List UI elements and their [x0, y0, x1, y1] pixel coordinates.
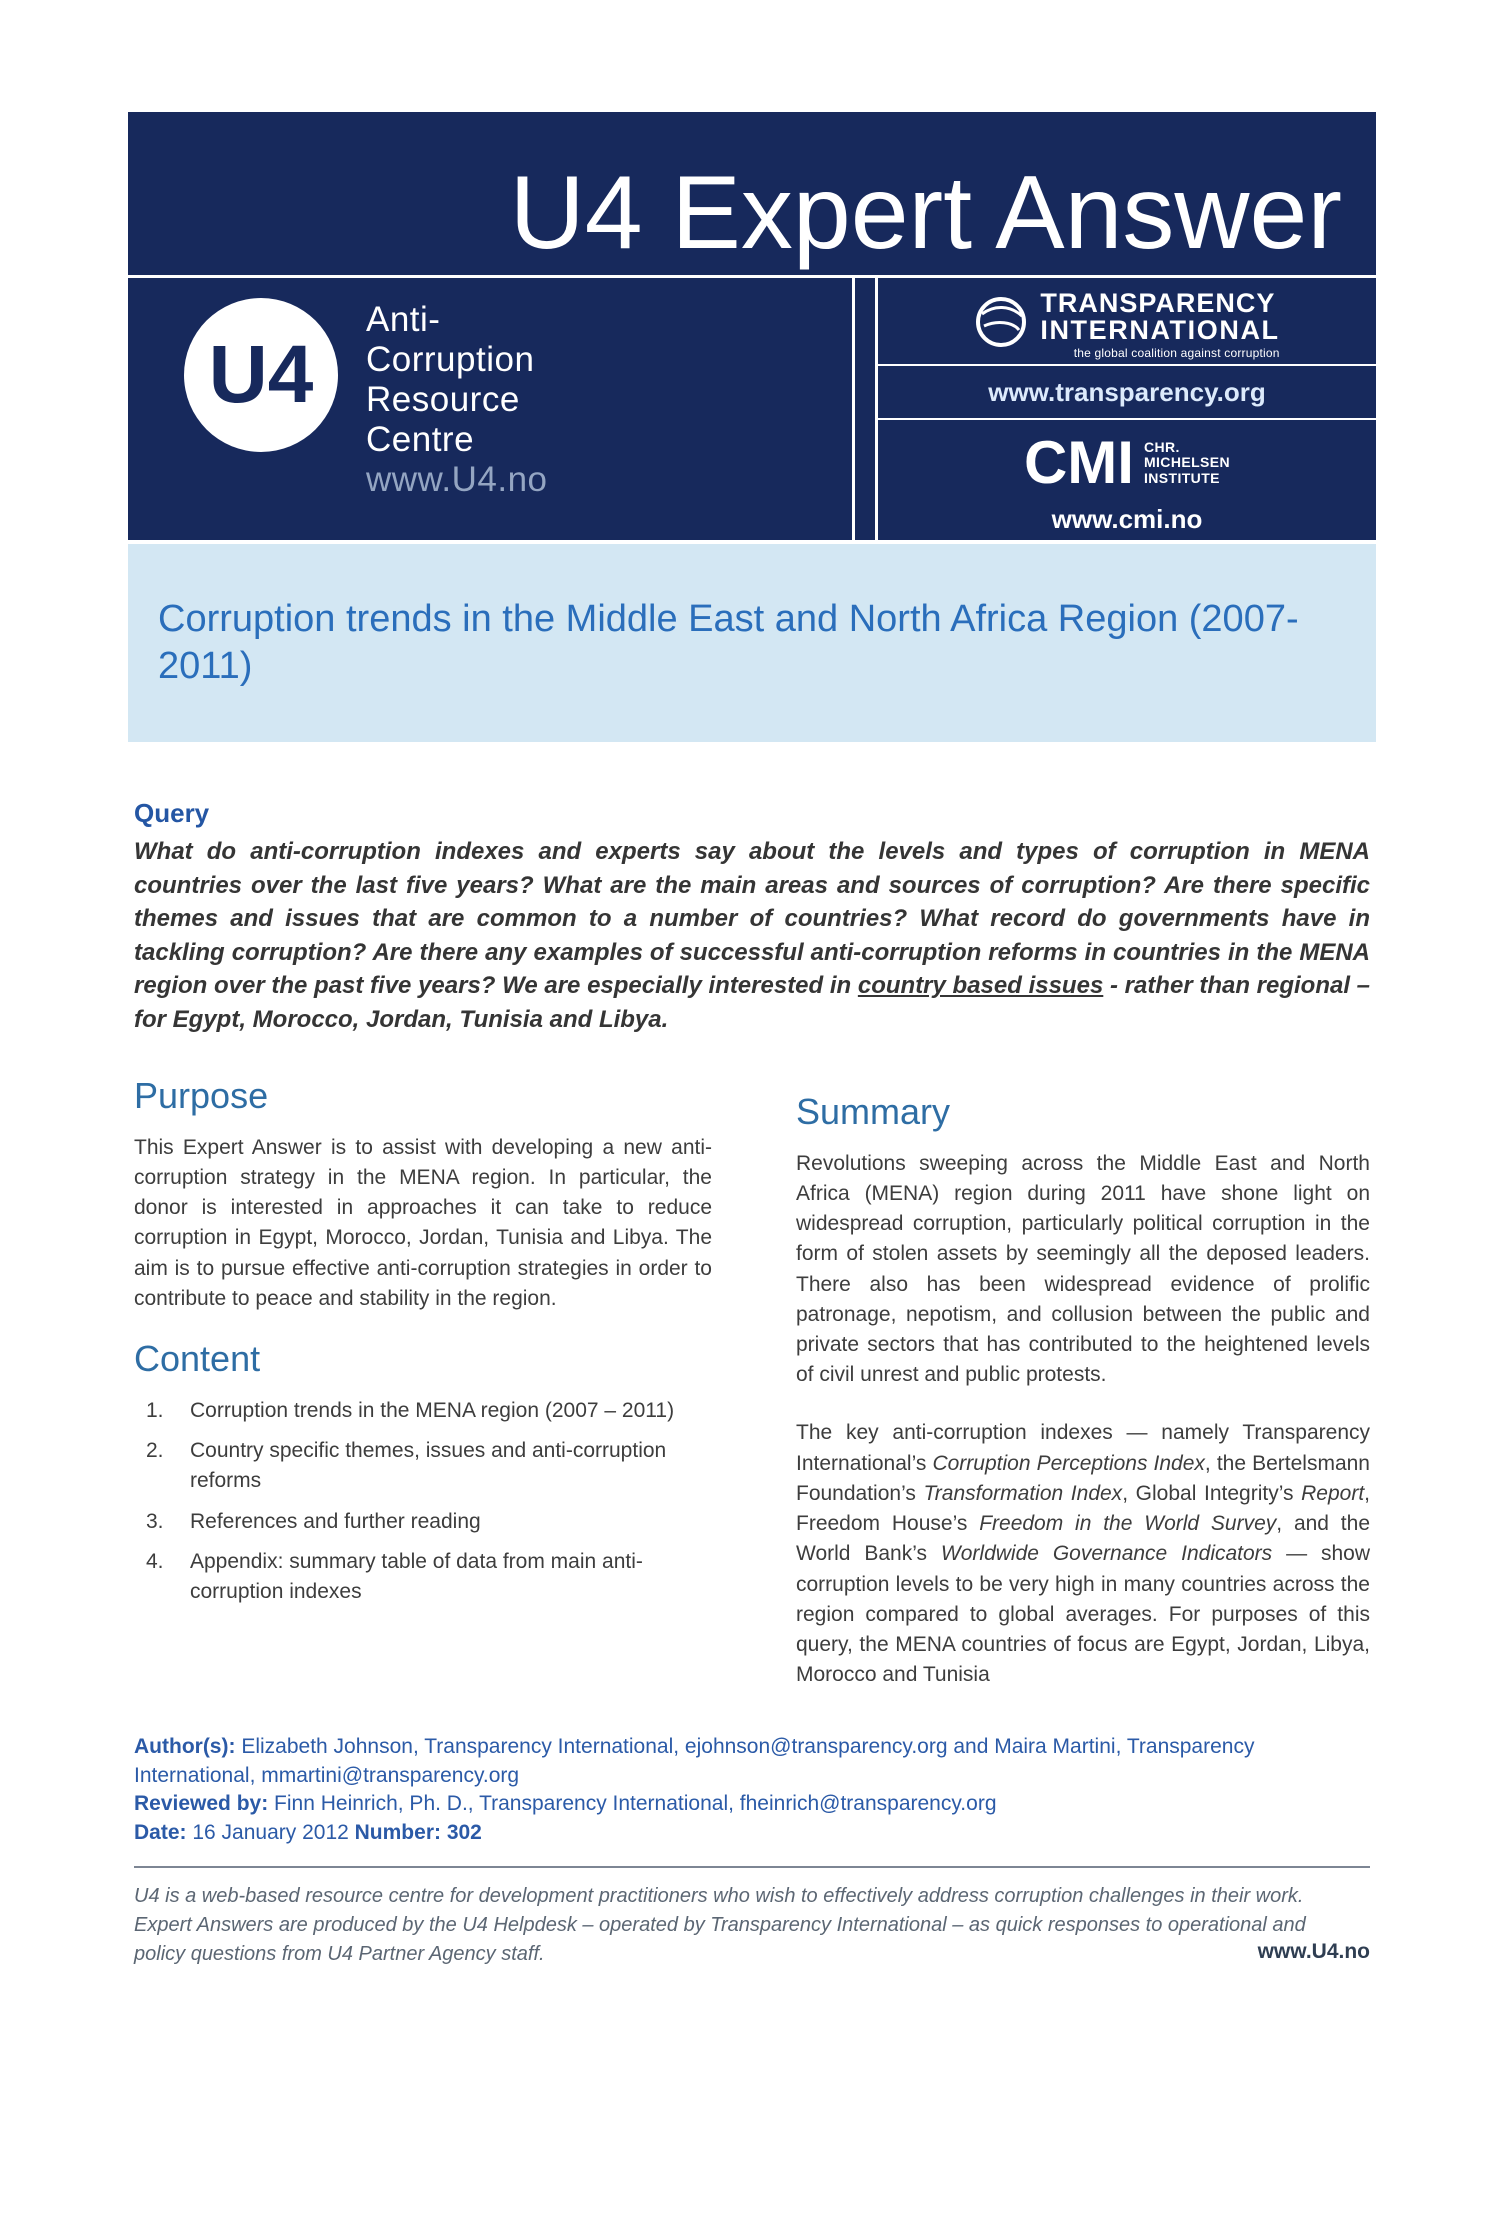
u4-wordmark [366, 298, 548, 540]
cmi-institute-name [1144, 440, 1230, 486]
query-heading: Query [134, 798, 210, 828]
cmi-acronym: CMI [1023, 429, 1134, 496]
list-item-number: 1. [146, 1398, 164, 1422]
cmi-institute-line: MICHELSEN [1143, 454, 1231, 471]
list-item [134, 1396, 712, 1426]
footer-divider [134, 1866, 1370, 1868]
date-label: Date: [134, 1821, 187, 1845]
list-item [134, 1507, 712, 1537]
reviewed-label: Reviewed by: [134, 1792, 269, 1816]
authors-text: Elizabeth Johnson, Transparency International, ejohnson@transparency.org and Maira Martini, Transparency International, mmartini@transparency.org [134, 1734, 1255, 1787]
query-text-segment: What do anti-corruption indexes and experts say about the levels and types of corruption in MENA countries over the last five years? What are the main areas and sources of corruption? Are there specific themes and issues that are common to a number of countries? What record do governments have in tackling corruption? Are there any examples of successful anti-corruption reforms in countries in the MENA region over the past five years? We are especially interested in [134, 838, 1370, 1000]
u4-url[interactable]: www.U4.no [366, 459, 548, 499]
ti-wordmark-line: TRANSPARENCY [1040, 287, 1276, 318]
masthead-banner [128, 112, 1376, 540]
u4-wordmark-line: Centre [366, 419, 475, 459]
index-name-italic: Transformation Index [923, 1481, 1123, 1505]
list-item-text: Appendix: summary table of data from main anti-corruption indexes [190, 1549, 643, 1604]
left-column [134, 1065, 712, 1691]
masthead-title-row [128, 112, 1376, 278]
footer-text: U4 is a web-based resource centre for development practitioners who wish to effectively address corruption challenges in their work. Expert Answers are produced by the U4 Helpdesk – operated by Transparency International – as quick responses to operational and policy questions from U4 Partner Agency staff. [134, 1885, 1306, 1966]
list-item-number: 3. [146, 1509, 164, 1533]
index-name-italic: Freedom in the World Survey [979, 1512, 1277, 1536]
summary-segment: — show corruption levels to be very high in many countries across the region compared to global averages. For purposes of this query, the MENA countries of focus are Egypt, Jordan, Libya, Morocco and Tunisia [796, 1542, 1370, 1687]
content-heading: Content [134, 1337, 261, 1379]
list-item [134, 1547, 712, 1607]
footer-note [134, 1882, 1370, 1969]
purpose-paragraph: This Expert Answer is to assist with developing a new anti-corruption strategy in the MENA region. In particular, the donor is interested in approaches it can take to reduce corruption in Egypt, Morocco, Jordan, Tunisia and Libya. The aim is to pursue effective anti-corruption strategies in order to contribute to peace and stability in the region. [134, 1135, 712, 1310]
summary-segment: , and the World Bank’s [796, 1512, 1371, 1566]
summary-paragraph-2 [796, 1418, 1370, 1690]
document-title-band [128, 544, 1376, 742]
masthead-logo-row [128, 278, 1376, 540]
index-name-italic: Corruption Perceptions Index [932, 1451, 1205, 1475]
ti-tagline: the global coalition against corruption [1073, 345, 1280, 360]
summary-segment: , Global Integrity’s [1122, 1481, 1302, 1505]
summary-segment: , the Bertelsmann Foundation’s [796, 1451, 1370, 1505]
reviewed-line [134, 1790, 1370, 1819]
cmi-url-row [878, 498, 1376, 540]
authors-line [134, 1733, 1370, 1791]
number-label: Number: 302 [354, 1821, 482, 1845]
content-list [134, 1396, 712, 1607]
globe-icon [974, 295, 1028, 354]
purpose-heading: Purpose [134, 1074, 269, 1116]
transparency-international-logo [878, 278, 1376, 366]
vertical-divider [852, 278, 878, 540]
query-text-underlined: country based issues [857, 972, 1104, 1000]
index-name-italic: Report [1301, 1481, 1365, 1505]
credits-block [134, 1733, 1370, 1849]
cmi-url[interactable]: www.cmi.no [1051, 503, 1203, 534]
list-item-text: References and further reading [190, 1509, 481, 1533]
ti-url-row [878, 366, 1376, 420]
summary-paragraph-1: Revolutions sweeping across the Middle East and North Africa (MENA) region during 2011 have shone light on widespread corruption, particularly political corruption in the form of stolen assets by seemingly all the deposed leaders. There also has been widespread evidence of prolific patronage, nepotism, and collusion between the public and private sectors that has contributed to the heightened levels of civil unrest and public protests. [796, 1151, 1370, 1387]
list-item-text: Corruption trends in the MENA region (2007 – 2011) [190, 1398, 675, 1422]
u4-logo-icon: U4 [184, 298, 338, 452]
page-content [134, 798, 1370, 1969]
right-column [796, 1065, 1370, 1691]
u4-wordmark-line: Resource [366, 379, 520, 419]
u4-wordmark-line: Anti- [366, 300, 441, 339]
query-text [134, 835, 1370, 1037]
list-item-number: 2. [146, 1439, 164, 1463]
cmi-institute-line: CHR. [1143, 438, 1180, 455]
cmi-institute-line: INSTITUTE [1143, 469, 1220, 486]
list-item-number: 4. [146, 1549, 164, 1573]
reviewed-text: Finn Heinrich, Ph. D., Transparency International, fheinrich@transparency.org [268, 1792, 997, 1816]
ti-wordmark-line: INTERNATIONAL [1040, 314, 1280, 345]
list-item-text: Country specific themes, issues and anti-corruption reforms [190, 1439, 667, 1493]
partner-logos [878, 278, 1376, 540]
list-item [134, 1436, 712, 1496]
transparency-url[interactable]: www.transparency.org [988, 376, 1266, 407]
publication-title: U4 Expert Answer [509, 155, 1342, 271]
summary-segment: , Freedom House’s [796, 1481, 1370, 1536]
authors-label: Author(s): [134, 1734, 236, 1758]
footer-url[interactable]: www.U4.no [1257, 1939, 1370, 1963]
ti-wordmark [1040, 287, 1280, 360]
summary-heading: Summary [796, 1090, 951, 1132]
document-title: Corruption trends in the Middle East and North Africa Region (2007-2011) [158, 597, 1299, 687]
summary-segment: The key anti-corruption indexes — namely Transparency International’s [796, 1421, 1370, 1475]
query-text-segment: - rather than regional – for Egypt, Morocco, Jordan, Tunisia and Libya. [134, 972, 1371, 1033]
u4-wordmark-line: Corruption [366, 339, 535, 379]
cmi-logo [878, 420, 1376, 498]
date-line [134, 1819, 1370, 1848]
two-column-layout [134, 1065, 1370, 1691]
u4-logo-block [128, 278, 852, 540]
date-text: 16 January 2012 [186, 1821, 355, 1845]
index-name-italic: Worldwide Governance Indicators [940, 1542, 1273, 1566]
